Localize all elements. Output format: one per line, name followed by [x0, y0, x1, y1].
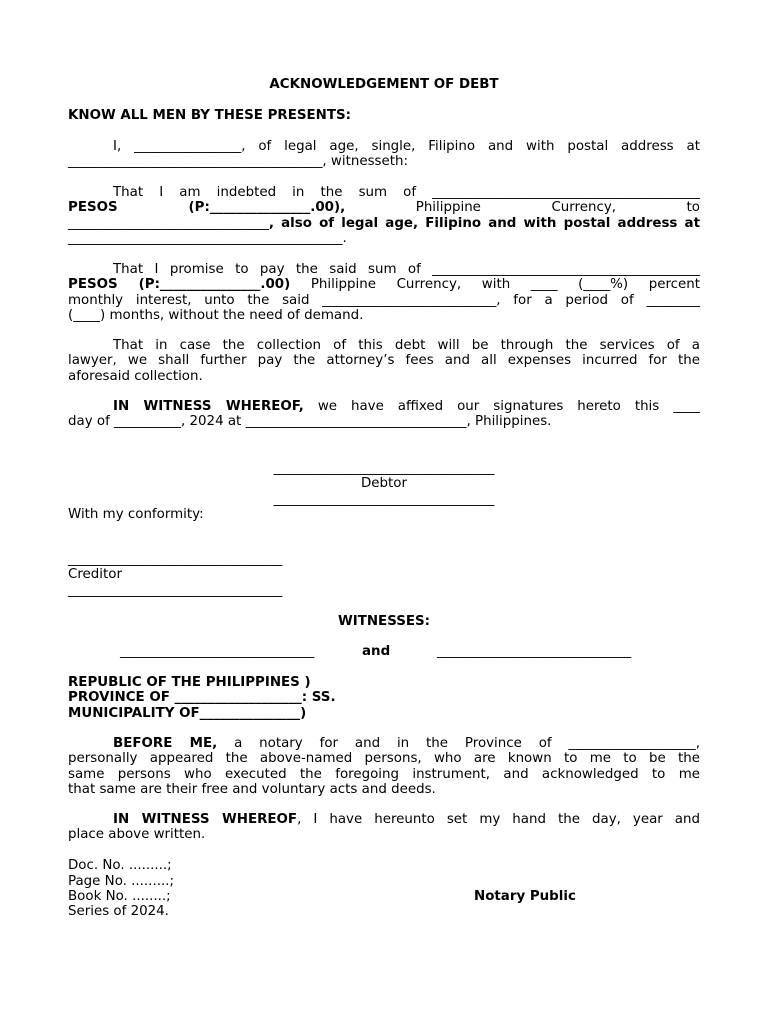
- page-number: Page No. .........;: [68, 874, 174, 889]
- paragraph-line: [68, 812, 700, 827]
- comma-bold: , also of legal age, Filipino and with postal address at: [268, 215, 700, 231]
- opening-clause: KNOW ALL MEN BY THESE PRESENTS:: [68, 108, 352, 123]
- series-year: Series of 2024.: [68, 904, 169, 919]
- document-title: ACKNOWLEDGEMENT OF DEBT: [269, 77, 499, 92]
- creditor-label: Creditor: [68, 567, 122, 582]
- witness-whereof-bold: IN WITNESS WHEREOF,: [113, 399, 304, 414]
- paragraph-line: I, ________________, of legal age, single, Filipino and with postal address at: [113, 139, 700, 154]
- paragraph-line: [68, 216, 700, 231]
- paragraph-line-rest: Philippine Currency, with ____ (____%) percent: [310, 277, 700, 293]
- witness-whereof-bold: IN WITNESS WHEREOF: [113, 812, 298, 827]
- paragraph-line-rest: we have affixed our signatures hereto this ____: [317, 399, 700, 414]
- debtor-signature-line: _________________________________: [273, 461, 495, 476]
- paragraph-line: day of __________, 2024 at _________________________________, Philippines.: [68, 414, 552, 430]
- before-me-bold: BEFORE ME,: [113, 736, 218, 751]
- paragraph-line: monthly interest, unto the said __________________________, for a period of ________: [68, 292, 700, 308]
- notary-public-label: Notary Public: [474, 889, 576, 904]
- witnesses-heading: WITNESSES:: [337, 614, 431, 629]
- paragraph-line: same persons who executed the foregoing instrument, and acknowledged to me: [68, 766, 700, 782]
- paragraph-line: ______________________________________, witnesseth:: [68, 154, 409, 170]
- paragraph-line: personally appeared the above-named persons, who are known to me to be the: [68, 751, 700, 767]
- creditor-signature-line-2: ________________________________: [68, 583, 283, 598]
- paragraph-line-rest: a notary for and in the Province of ___________________,: [234, 736, 700, 751]
- venue-municipality: MUNICIPALITY OF_______________): [68, 706, 307, 721]
- paragraph-line: _________________________________________.: [68, 231, 347, 247]
- paragraph-witness-whereof: [68, 399, 700, 430]
- paragraph-line: That I am indebted in the sum of ________________________________________: [113, 185, 700, 200]
- doc-number: Doc. No. .........;: [68, 858, 172, 873]
- paragraph-line: place above written.: [68, 827, 206, 843]
- paragraph-line-rest: Philippine Currency, to: [415, 200, 700, 216]
- paragraph-line: That in case the collection of this debt will be through the services of a: [113, 338, 700, 353]
- paragraph-closing: [68, 812, 700, 843]
- conformity-label: With my conformity:: [68, 507, 204, 522]
- paragraph-line: that same are their free and voluntary acts and deeds.: [68, 782, 436, 798]
- paragraph-notary: [68, 736, 700, 798]
- paragraph-line: [68, 200, 700, 215]
- paragraph-line: [68, 277, 700, 292]
- debtor-signature-line-2: _________________________________: [273, 492, 495, 507]
- paragraph-attorney-fees: [68, 338, 700, 384]
- witness-line-right: _____________________________: [437, 644, 632, 659]
- venue-province: PROVINCE OF ___________________: SS.: [68, 690, 336, 705]
- paragraph-line: (____) months, without the need of demand.: [68, 308, 364, 324]
- book-number: Book No. ........;: [68, 889, 171, 904]
- venue-republic: REPUBLIC OF THE PHILIPPINES ): [68, 675, 311, 690]
- paragraph-promise: [68, 262, 700, 324]
- paragraph-indebted: [68, 185, 700, 247]
- creditor-name-blank: ______________________________: [68, 215, 269, 231]
- paragraph-identity: [68, 139, 700, 170]
- debtor-label: Debtor: [361, 476, 407, 491]
- pesos-amount-label: PESOS (P:_______________.00),: [68, 200, 346, 216]
- pesos-amount-label: PESOS (P:_______________.00): [68, 277, 291, 293]
- paragraph-line-rest: , I have hereunto set my hand the day, year and: [297, 812, 700, 827]
- paragraph-line: [68, 399, 700, 414]
- creditor-signature-line: ________________________________: [68, 552, 283, 567]
- paragraph-line: lawyer, we shall further pay the attorney’s fees and all expenses incurred for the: [68, 353, 700, 369]
- paragraph-line: aforesaid collection.: [68, 368, 203, 384]
- paragraph-line: [68, 736, 700, 751]
- witnesses-and: and: [362, 644, 391, 659]
- witness-line-left: _____________________________: [120, 644, 315, 659]
- paragraph-line: That I promise to pay the said sum of ________________________________________: [113, 262, 700, 277]
